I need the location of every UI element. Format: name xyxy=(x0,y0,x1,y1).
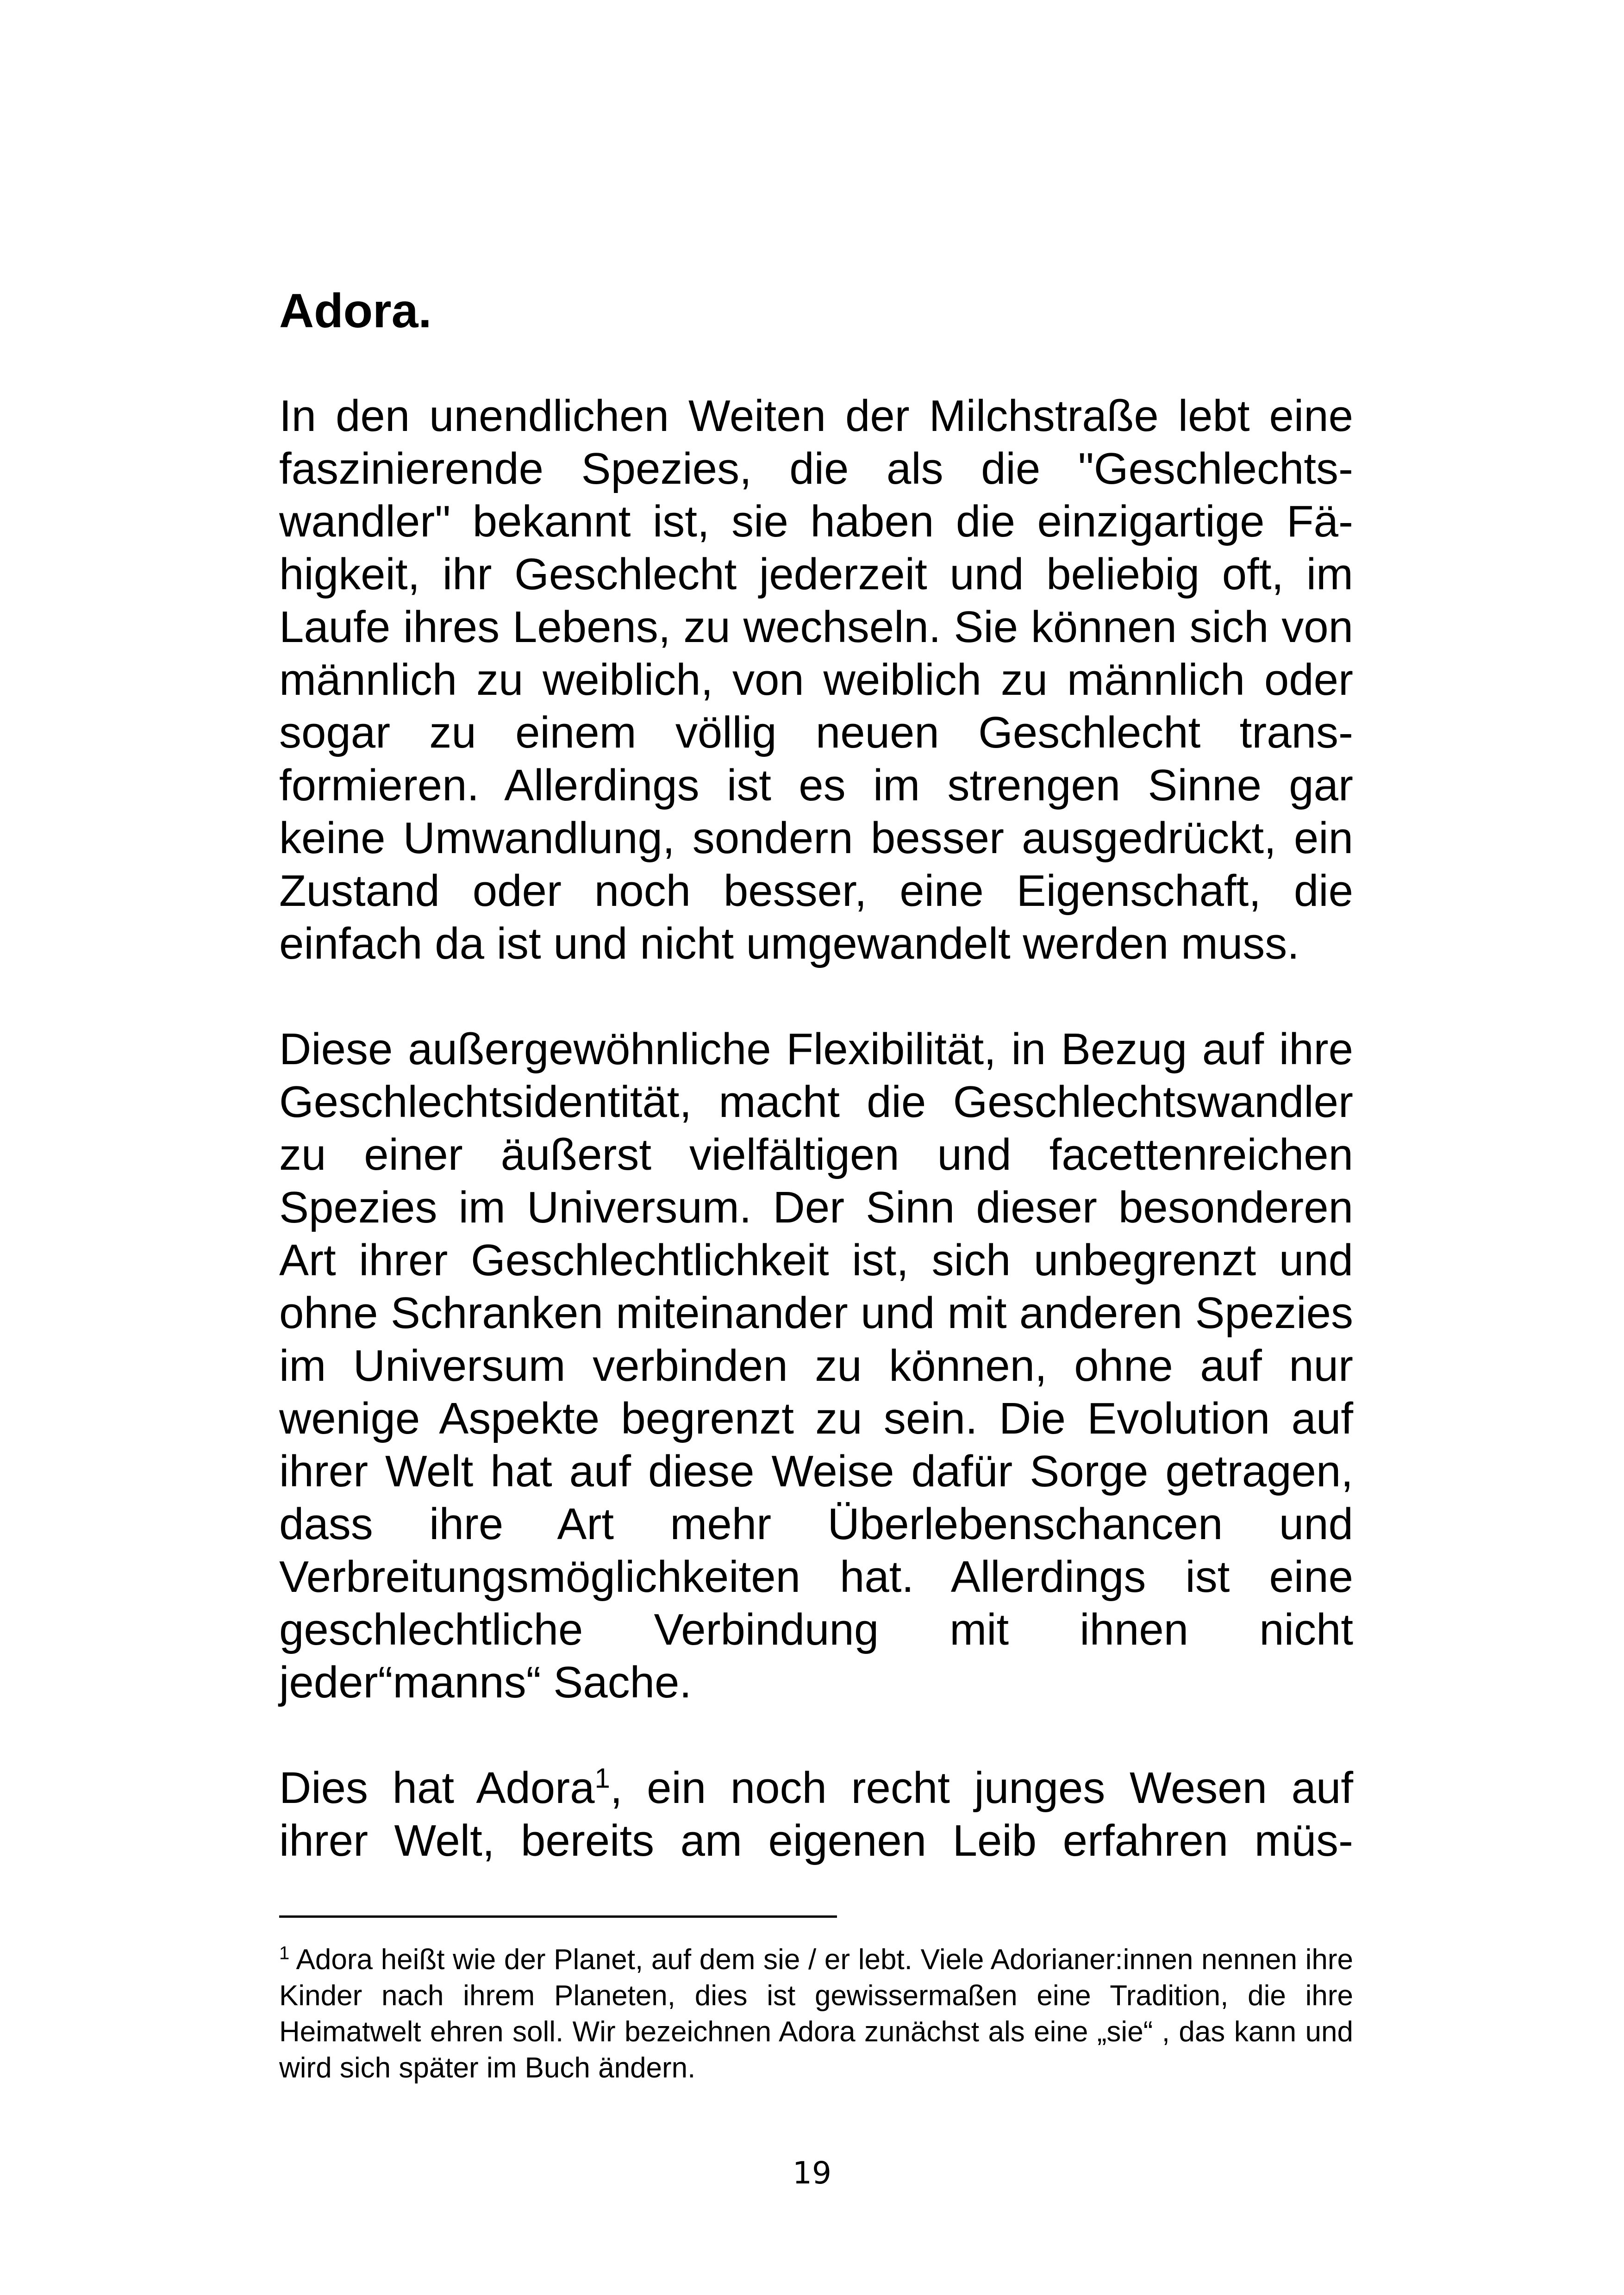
footnote-marker: 1 xyxy=(279,1943,290,1964)
paragraph-2: Diese außergewöhnliche Flexibilität, in Bezug auf ihre Geschlechtsidentität, macht die Geschlechtswandler zu einer äußerst vielfältigen und facettenreichen Spezies im Universum. Der Sinn dieser besonderen Art ihrer Geschlechtlichkeit ist, sich unbegrenzt und ohne Schranken miteinander und mit anderen Spezies im Universum verbinden zu können, ohne auf nur wenige Aspekte begrenzt zu sein. Die Evolution auf ihrer Welt hat auf diese Weise dafür Sorge getragen, dass ihre Art mehr Überlebenschancen und Verbreitungsmöglichkeiten hat. Allerdings ist eine geschlechtliche Verbindung mit ihnen nicht jeder“manns“ Sache. xyxy=(279,1024,1353,1707)
footnote-text: Adora heißt wie der Planet, auf dem sie / er lebt. Viele Adorianer:innen nennen ihre Kinder nach ihrem Planeten, dies ist gewissermaßen eine Tradition, die ihre Heimatwelt ehren soll. Wir bezeichnen Adora zunächst als eine „sie“ , das kann und wird sich später im Buch ändern. xyxy=(279,1944,1353,2084)
footnote-reference: 1 xyxy=(594,1763,610,1794)
paragraph-3 xyxy=(279,1762,1353,1867)
paragraph-3-end: , ein noch recht junges Wesen auf ihrer Welt, bereits am eigenen Leib erfahren müs- xyxy=(279,1763,1354,1865)
page-number: 19 xyxy=(793,2155,831,2191)
footnote xyxy=(279,1942,1353,2086)
paragraph-1: In den unendlichen Weiten der Milchstraße lebt eine faszinierende Spezies, die als die "Geschlechtswandler" bekannt ist, sie haben die einzigartige Fähigkeit, ihr Geschlecht jederzeit und beliebig oft, im Laufe ihres Lebens, zu wechseln. Sie können sich von männlich zu weiblich, von weiblich zu männlich oder sogar zu einem völlig neuen Geschlecht transformieren. Allerdings ist es im strengen Sinne gar keine Umwandlung, sondern besser ausgedrückt, ein Zustand oder noch besser, eine Eigenschaft, die einfach da ist und nicht umgewandelt werden muss. xyxy=(279,391,1353,968)
paragraph-3-start: Dies hat Adora xyxy=(279,1763,595,1813)
page-body xyxy=(279,283,1353,1920)
chapter-title: Adora. xyxy=(279,284,432,338)
footnote-separator xyxy=(279,1915,837,1918)
